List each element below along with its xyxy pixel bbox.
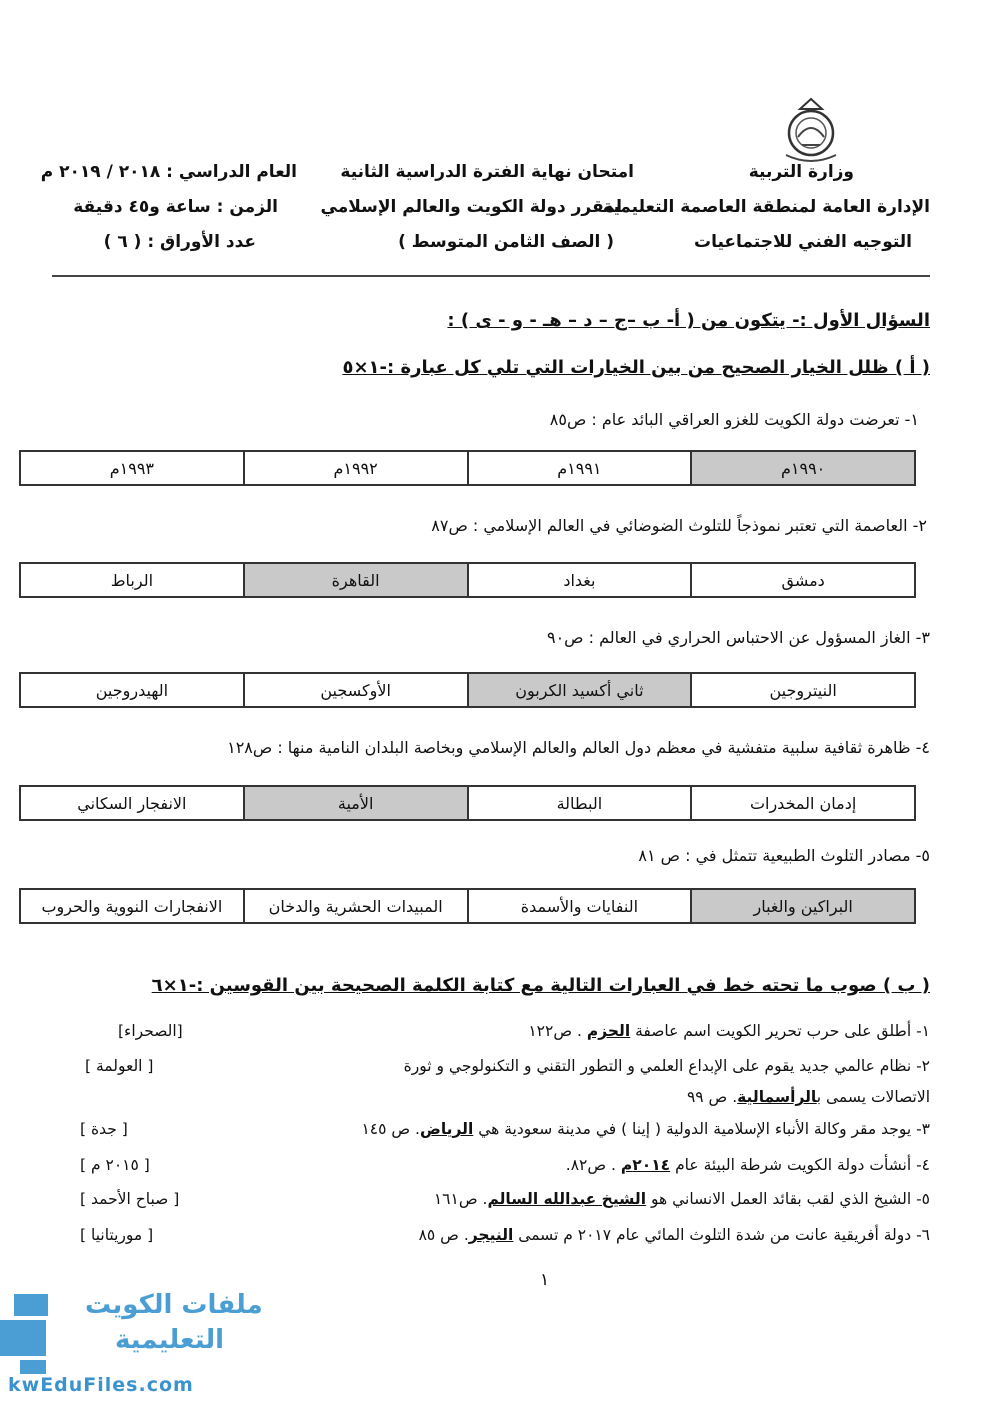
option[interactable]: الرباط [110,570,154,590]
statement: ٤- أنشأت دولة الكويت شرطة البيئة عام ٢٠١٤م . ص٨٢. [565,1156,930,1174]
options-row [19,785,916,821]
options-row [19,562,916,598]
option[interactable]: الانفجار السكاني [77,793,187,813]
option-selected[interactable]: القاهرة [243,564,467,596]
question-text: ٢- العاصمة التي تعتبر نموذجاً للتلوث الضوضائي في العالم الإسلامي : ص٨٧ [431,516,927,535]
kuwait-emblem-icon [780,95,842,165]
watermark-subtitle: التعليمية [115,1325,225,1355]
watermark-logo-icon [0,1290,62,1375]
part-b-title: ( ب ) صوب ما تحته خط في العبارات التالية مع كتابة الكلمة الصحيحة بين القوسين :-١×٦ [151,975,930,996]
question-text: ٤- ظاهرة ثقافية سلبية متفشية في معظم دول العالم والعالم الإسلامي وبخاصة البلدان النامية منها : ص١٢٨ [227,738,930,757]
option-selected[interactable]: ثاني أكسيد الكربون [467,674,691,706]
question-text: ١- تعرضت دولة الكويت للغزو العراقي البائد عام : ص٨٥ [549,410,919,429]
underlined-word: الرأسمالية [737,1088,817,1106]
option[interactable]: دمشق [690,564,914,596]
page-number: ١ [540,1270,550,1290]
question1-title: السؤال الأول :- يتكون من ( أ- ب –ج – د – هـ - و - ى ) : [447,310,930,331]
statement: الاتصالات يسمى بالرأسمالية. ص ٩٩ [686,1088,930,1106]
statement: ٢- نظام عالمي جديد يقوم على الإبداع العلمي و التطور التقني و التكنولوجي و ثورة [403,1057,930,1075]
academic-year: العام الدراسي : ٢٠١٨ / ٢٠١٩ م [40,162,297,182]
option[interactable]: ١٩٩٣م [109,458,155,478]
option[interactable]: النيتروجين [690,674,914,706]
option[interactable]: الهيدروجين [95,680,169,700]
option[interactable]: المبيدات الحشرية والدخان [243,890,467,922]
answer-bracket: [ العولمة ] [85,1057,154,1075]
statement: ٦- دولة أفريقية عانت من شدة التلوث المائي عام ٢٠١٧ م تسمى النيجر. ص ٨٥ [418,1226,930,1244]
statement: ٥- الشيخ الذي لقب بقائد العمل الانساني هو الشيخ عبدالله السالم. ص١٦١ [433,1190,930,1208]
supervision-name: التوجيه الفني للاجتماعيات [693,232,912,252]
option-selected[interactable]: الأمية [243,787,467,819]
course-name: لمقرر دولة الكويت والعالم الإسلامي [320,197,622,217]
answer-bracket: [الصحراء] [118,1022,183,1040]
question-text: ٣- الغاز المسؤول عن الاحتباس الحراري في العالم : ص٩٠ [546,628,930,647]
options-row [19,672,916,708]
option[interactable]: ١٩٩٢م [243,452,467,484]
part-a-title: ( أ ) ظلل الخيار الصحيح من بين الخيارات التي تلي كل عبارة :-١×٥ [342,357,930,378]
options-row [19,450,916,486]
underlined-word: الحزم [586,1022,631,1040]
option[interactable]: بغداد [467,564,691,596]
underlined-word: الرياض [420,1120,474,1138]
ministry-name: وزارة التربية [748,162,854,182]
option[interactable]: الانفجارات النووية والحروب [41,896,223,916]
answer-bracket: [ موريتانيا ] [80,1226,154,1244]
option-selected[interactable]: ١٩٩٠م [690,452,914,484]
underlined-word: النيجر [468,1226,514,1244]
question-text: ٥- مصادر التلوث الطبيعية تتمثل في : ص ٨١ [638,846,930,865]
underlined-word: الشيخ عبدالله السالم [487,1190,647,1208]
exam-time: الزمن : ساعة و٤٥ دقيقة [73,197,278,217]
option[interactable]: ١٩٩١م [467,452,691,484]
answer-bracket: [ ٢٠١٥ م ] [80,1156,150,1174]
option[interactable]: إدمان المخدرات [690,787,914,819]
watermark-title: ملفات الكويت [85,1290,263,1320]
statement: ١- أطلق على حرب تحرير الكويت اسم عاصفة الحزم . ص١٢٢ [528,1022,930,1040]
underlined-word: ٢٠١٤م [620,1156,671,1174]
directorate-name: الإدارة العامة لمنطقة العاصمة التعليمية [603,197,930,217]
answer-bracket: [ جدة ] [80,1120,128,1138]
statement: ٣- يوجد مقر وكالة الأنباء الإسلامية الدولية ( إينا ) في مدينة سعودية هي الرياض. ص ١٤٥ [361,1120,930,1138]
pages-count: عدد الأوراق : ( ٦ ) [103,232,256,252]
option[interactable]: البطالة [467,787,691,819]
watermark-url[interactable]: kwEduFiles.com [8,1374,194,1396]
option-selected[interactable]: البراكين والغبار [690,890,914,922]
header-divider [52,275,930,277]
option[interactable]: الأوكسجين [243,674,467,706]
grade-label: ( الصف الثامن المتوسط ) [398,232,614,252]
answer-bracket: [ صباح الأحمد ] [80,1190,180,1208]
option[interactable]: النفايات والأسمدة [467,890,691,922]
options-row [19,888,916,924]
exam-title: امتحان نهاية الفترة الدراسية الثانية [340,162,634,182]
